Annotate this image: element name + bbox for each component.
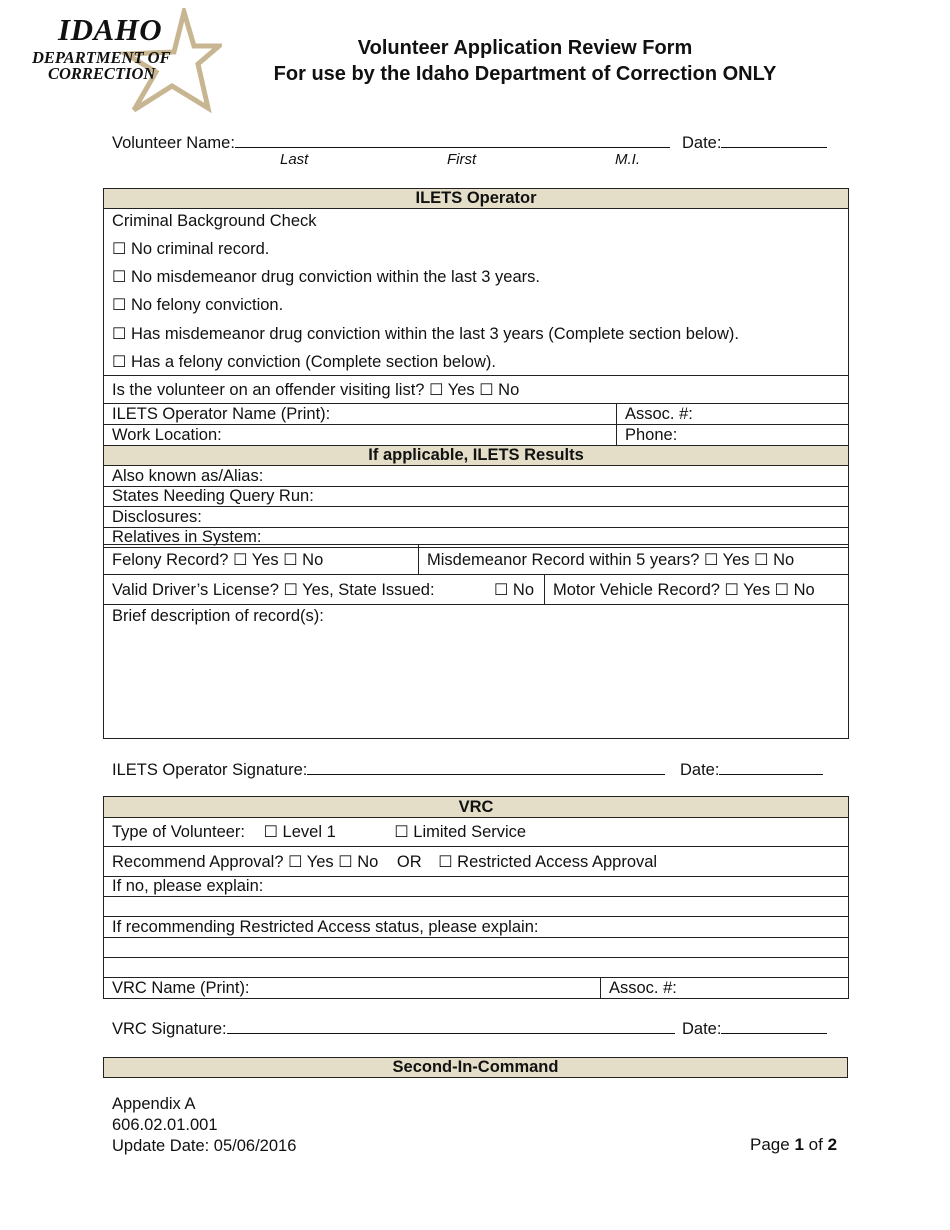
restricted-explain-line-1[interactable] <box>104 938 849 958</box>
restricted-explain-line-2[interactable] <box>104 958 849 978</box>
felony-no-checkbox[interactable]: ☐ <box>283 551 298 569</box>
mvr-yes-checkbox[interactable]: ☐ <box>724 581 739 599</box>
logo-text-idaho: IDAHO <box>58 12 163 47</box>
sic-header: Second-In-Command <box>104 1058 848 1078</box>
volunteer-date-field[interactable] <box>682 132 827 153</box>
ilets-signature-date-label: Date: <box>680 761 720 779</box>
vrc-signature-line[interactable] <box>227 1018 675 1034</box>
ilets-signature-label: ILETS Operator Signature: <box>112 761 308 779</box>
sub-label-last: Last <box>280 151 309 168</box>
sub-label-first: First <box>447 151 477 168</box>
volunteer-type-label: Type of Volunteer: <box>112 823 246 841</box>
mvr-no-label: No <box>793 580 815 599</box>
visiting-yes-label: Yes <box>447 380 475 399</box>
license-cell <box>104 575 482 605</box>
criminal-check-label <box>104 209 849 235</box>
volunteer-name-line[interactable] <box>235 132 670 148</box>
recommend-no-checkbox[interactable]: ☐ <box>338 853 353 871</box>
level1-checkbox[interactable]: ☐ <box>263 824 278 841</box>
checkbox-icon[interactable]: ☐ <box>112 268 127 286</box>
option-text: Has misdemeanor drug conviction within the last 3 years (Complete section below). <box>130 325 739 343</box>
record-questions-table <box>103 544 849 575</box>
misdemeanor-no-label: No <box>773 550 795 569</box>
volunteer-name-field[interactable] <box>112 132 670 153</box>
visiting-list-question: Is the volunteer on an offender visiting list? <box>112 380 425 399</box>
ilets-signature-field[interactable] <box>112 759 665 780</box>
work-location-field[interactable] <box>104 425 617 446</box>
checkbox-icon[interactable]: ☐ <box>112 240 127 258</box>
recommend-approval-question: Recommend Approval? <box>112 852 284 871</box>
phone-label: Phone: <box>625 425 678 444</box>
checkbox-icon[interactable]: ☐ <box>112 297 127 314</box>
recommend-yes-label: Yes <box>306 852 334 871</box>
operator-assoc-label: Assoc. #: <box>625 404 693 423</box>
ilets-operator-header: ILETS Operator <box>104 189 849 209</box>
recommend-no-label: No <box>357 852 379 871</box>
limited-service-checkbox[interactable]: ☐ <box>394 824 409 841</box>
page-total: 2 <box>827 1135 838 1154</box>
vrc-header: VRC <box>104 797 849 818</box>
sic-table <box>103 1057 848 1078</box>
brief-description-label: Brief description of record(s): <box>112 607 324 625</box>
misdemeanor-yes-label: Yes <box>722 550 750 569</box>
misdemeanor-record-cell <box>419 545 849 575</box>
form-title: Volunteer Application Review Form <box>357 37 693 59</box>
misdemeanor-record-question: Misdemeanor Record within 5 years? <box>427 550 700 569</box>
relatives-label: Relatives in System: <box>112 528 262 546</box>
restricted-access-label: Restricted Access Approval <box>457 852 658 871</box>
checkbox-icon[interactable]: ☐ <box>112 353 127 371</box>
footer-appendix: Appendix A <box>112 1095 196 1113</box>
sub-label-mi: M.I. <box>615 151 640 168</box>
level1-label: Level 1 <box>282 823 336 841</box>
option-no-criminal-record[interactable] <box>104 235 849 263</box>
vrc-signature-label: VRC Signature: <box>112 1020 227 1038</box>
felony-record-question: Felony Record? <box>112 550 229 569</box>
restricted-access-checkbox[interactable]: ☐ <box>438 853 453 871</box>
license-yes-checkbox[interactable]: ☐ <box>283 581 298 599</box>
option-no-misdemeanor-drug[interactable] <box>104 263 849 291</box>
or-label: OR <box>396 852 422 871</box>
felony-yes-checkbox[interactable]: ☐ <box>233 551 248 569</box>
ilets-signature-date-field[interactable] <box>680 759 823 780</box>
mvr-yes-label: Yes <box>743 580 771 599</box>
alias-field[interactable] <box>104 466 849 487</box>
phone-field[interactable] <box>617 425 849 446</box>
page-word: Page <box>750 1135 790 1154</box>
option-text: No felony conviction. <box>130 296 284 314</box>
logo-text-correction: CORRECTION <box>48 64 156 83</box>
criminal-check-text: Criminal Background Check <box>112 212 317 231</box>
felony-yes-label: Yes <box>251 550 279 569</box>
page-of: of <box>808 1135 823 1154</box>
mvr-no-checkbox[interactable]: ☐ <box>774 581 790 599</box>
page-number <box>750 1135 837 1155</box>
vrc-signature-date-field[interactable] <box>682 1018 827 1039</box>
logo-text-department: DEPARTMENT OF <box>32 48 171 67</box>
vrc-name-field[interactable] <box>104 978 601 999</box>
license-question: Valid Driver’s License? <box>112 580 279 599</box>
vrc-assoc-field[interactable] <box>601 978 849 999</box>
footer-update-date: Update Date: 05/06/2016 <box>112 1137 297 1155</box>
operator-name-field[interactable] <box>104 404 617 425</box>
footer-code: 606.02.01.001 <box>112 1116 218 1134</box>
option-has-felony[interactable] <box>104 349 849 376</box>
visiting-yes-checkbox[interactable]: ☐ <box>429 381 444 399</box>
restricted-explain-field[interactable] <box>104 917 849 938</box>
restricted-explain-label: If recommending Restricted Access status, please explain: <box>112 917 539 936</box>
page-current: 1 <box>794 1135 804 1154</box>
ilets-signature-date-line[interactable] <box>719 759 823 775</box>
vrc-name-label: VRC Name (Print): <box>112 978 250 997</box>
felony-no-label: No <box>302 550 324 569</box>
disclosures-label: Disclosures: <box>112 507 202 526</box>
vrc-signature-field[interactable] <box>112 1018 675 1039</box>
if-no-explain-line[interactable] <box>104 897 849 917</box>
mvr-cell <box>545 575 849 605</box>
visiting-no-checkbox[interactable]: ☐ <box>479 381 494 399</box>
option-text: No criminal record. <box>130 239 270 258</box>
visiting-list-row <box>104 376 849 404</box>
misdemeanor-no-checkbox[interactable]: ☐ <box>754 551 769 569</box>
license-table <box>103 574 849 739</box>
limited-service-label: Limited Service <box>413 823 527 841</box>
volunteer-date-line[interactable] <box>721 132 827 148</box>
if-no-explain-label: If no, please explain: <box>112 877 264 895</box>
ilets-results-header: If applicable, ILETS Results <box>104 446 849 466</box>
form-subtitle: For use by the Idaho Department of Correction ONLY <box>273 63 777 85</box>
volunteer-type-row <box>104 818 849 847</box>
checkbox-icon[interactable]: ☐ <box>112 326 127 343</box>
states-query-field[interactable] <box>104 487 849 507</box>
operator-assoc-field[interactable] <box>617 404 849 425</box>
ilets-signature-line[interactable] <box>307 759 665 775</box>
ilets-operator-table <box>103 188 849 548</box>
visiting-no-label: No <box>498 380 520 399</box>
mvr-question: Motor Vehicle Record? <box>553 580 720 599</box>
alias-label: Also known as/Alias: <box>112 466 264 485</box>
vrc-signature-date-line[interactable] <box>721 1018 827 1034</box>
recommend-yes-checkbox[interactable]: ☐ <box>288 853 303 871</box>
disclosures-field[interactable] <box>104 507 849 528</box>
vrc-assoc-label: Assoc. #: <box>609 978 677 997</box>
felony-record-cell <box>104 545 419 575</box>
recommend-approval-row <box>104 847 849 877</box>
vrc-table <box>103 796 849 999</box>
idoc-logo <box>22 8 222 114</box>
operator-name-label: ILETS Operator Name (Print): <box>112 404 331 423</box>
volunteer-name-label: Volunteer Name: <box>112 134 235 152</box>
option-has-misdemeanor-drug[interactable] <box>104 320 849 349</box>
option-no-felony[interactable] <box>104 291 849 320</box>
vrc-signature-date-label: Date: <box>682 1020 722 1038</box>
license-no-label: No <box>512 580 534 599</box>
footer-info <box>112 1094 296 1157</box>
states-query-label: States Needing Query Run: <box>112 487 314 505</box>
volunteer-date-label: Date: <box>682 134 722 152</box>
option-text: Has a felony conviction (Complete section below). <box>130 352 496 371</box>
license-no-cell <box>482 575 545 605</box>
license-no-checkbox[interactable]: ☐ <box>493 581 509 599</box>
work-location-label: Work Location: <box>112 425 222 444</box>
license-yes-label: Yes, State Issued: <box>302 580 435 599</box>
misdemeanor-yes-checkbox[interactable]: ☐ <box>703 551 719 569</box>
if-no-explain-field[interactable] <box>104 877 849 897</box>
option-text: No misdemeanor drug conviction within the last 3 years. <box>130 267 540 286</box>
brief-description-field[interactable] <box>104 605 849 739</box>
